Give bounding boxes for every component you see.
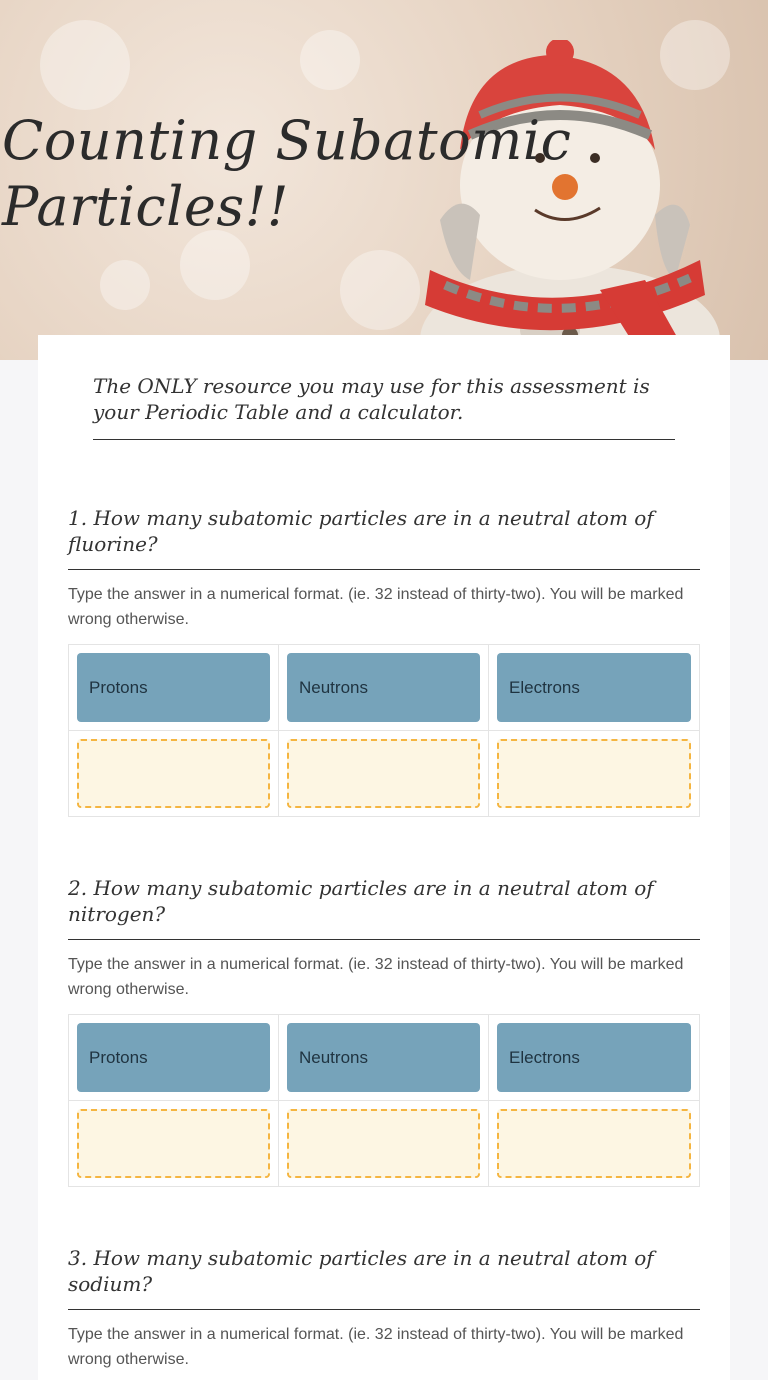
intro-text: The ONLY resource you may use for this assessment is your Periodic Table and a calculator. [93,373,675,440]
bokeh-circle [300,30,360,90]
question-instruction: Type the answer in a numerical format. (ie. 32 instead of thirty-two). You will be marked wrong otherwise. [68,956,684,998]
label-electrons: Electrons [497,1023,691,1092]
answer-cell [69,731,279,816]
question-title: 3. How many subatomic particles are in a neutral atom of sodium? [68,1245,700,1310]
column-header-cell [489,1015,699,1101]
answer-cell [279,731,489,816]
column-header-cell [279,1015,489,1101]
neutrons-answer-input[interactable] [287,739,480,808]
column-header-cell [279,645,489,731]
column-header-cell [489,645,699,731]
label-protons: Protons [77,1023,270,1092]
answer-cell [489,1101,699,1186]
bokeh-circle [180,230,250,300]
electrons-answer-input[interactable] [497,739,691,808]
question-title: 1. How many subatomic particles are in a neutral atom of fluorine? [68,505,700,570]
label-neutrons: Neutrons [287,653,480,722]
label-neutrons: Neutrons [287,1023,480,1092]
protons-answer-input[interactable] [77,1109,270,1178]
answer-cell [69,1101,279,1186]
question-1 [68,505,700,817]
electrons-answer-input[interactable] [497,1109,691,1178]
question-title: 2. How many subatomic particles are in a neutral atom of nitrogen? [68,875,700,940]
label-protons: Protons [77,653,270,722]
label-electrons: Electrons [497,653,691,722]
worksheet-card [38,335,730,1380]
question-2 [68,875,700,1187]
page-title: Counting Subatomic Particles!! [2,109,572,238]
answer-table [68,644,700,817]
question-instruction: Type the answer in a numerical format. (ie. 32 instead of thirty-two). You will be marked wrong otherwise. [68,1326,684,1368]
protons-answer-input[interactable] [77,739,270,808]
answer-cell [279,1101,489,1186]
header-banner [0,0,768,360]
bokeh-circle [40,20,130,110]
bokeh-circle [100,260,150,310]
column-header-cell [69,645,279,731]
answer-cell [489,731,699,816]
question-3 [68,1245,700,1372]
question-instruction: Type the answer in a numerical format. (ie. 32 instead of thirty-two). You will be marked wrong otherwise. [68,586,684,628]
neutrons-answer-input[interactable] [287,1109,480,1178]
column-header-cell [69,1015,279,1101]
answer-table [68,1014,700,1187]
